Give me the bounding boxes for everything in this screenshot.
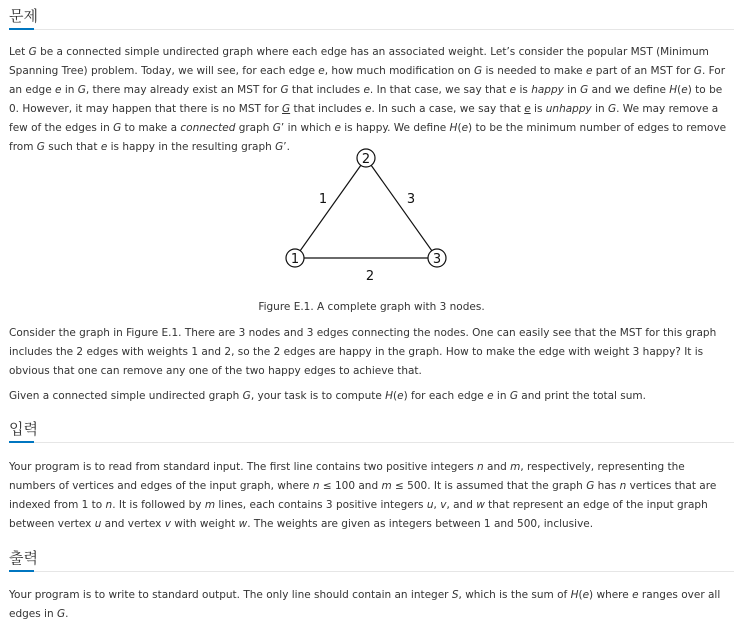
input-title-accent xyxy=(9,441,34,443)
input-paragraph-1: Your program is to read from standard input. The first line contains two positive integers n and m, respectively, representing the numbers of vertices and edges of the input graph, where n ≤ 100 and m ≤ 500. It is assumed that the graph G has n vertices that are indexed from 1 to n. It is followed by m lines, each contains 3 positive integers u, v, and w that represent an edge of the input graph between vertex u and vertex v with weight w. The weights are given as integers between 1 and 500, inclusive. xyxy=(9,461,717,530)
problem-section-title: 문제 xyxy=(9,7,38,25)
graph-edge-weight-1: 1 xyxy=(318,192,328,207)
graph-edge-2-3 xyxy=(366,158,437,258)
graph-edge-weight-2: 2 xyxy=(365,269,375,284)
graph-edge-weight-3: 3 xyxy=(406,192,416,207)
graph-figure xyxy=(280,145,460,284)
problem-title-accent xyxy=(9,28,34,30)
input-title-rule xyxy=(9,442,734,443)
graph-node-1-label: 1 xyxy=(290,252,300,267)
output-title-rule xyxy=(9,571,734,572)
problem-paragraph-1: Let G be a connected simple undirected graph where each edge has an associated weight. Let’s consider the popular MST (Minimum Spanning Tree) problem. Today, we will see, for each edge e, how much modification on G is needed to make e part of an MST for G. For an edge e in G, there may already exist an MST for G that includes e. In that case, we say that e is happy in G and we define H(e) to be 0. However, it may happen that there is no MST for G that includes e. In such a case, we say that e is unhappy in G. We may remove a few of the edges in G to make a connected graph G’ in which e is happy. We define H(e) to be the minimum number of edges to remove from G such that e is happy in the resulting graph G’. xyxy=(9,46,727,153)
problem-paragraph-3: Given a connected simple undirected graph G, your task is to compute H(e) for each edge e in G and print the total sum. xyxy=(9,390,646,402)
problem-paragraph-2: Consider the graph in Figure E.1. There are 3 nodes and 3 edges connecting the nodes. One can easily see that the MST for this graph includes the 2 edges with weights 1 and 2, so the 2 edges are happy in the graph. How to make the edge with weight 3 happy? It is obvious that one can remove any one of the two happy edges to achieve that. xyxy=(9,327,717,377)
output-paragraph-1: Your program is to write to standard output. The only line should contain an integer S, which is the sum of H(e) where e ranges over all edges in G. xyxy=(9,589,721,620)
input-section-title: 입력 xyxy=(9,420,38,438)
graph-edge-1-2 xyxy=(295,158,366,258)
problem-title-rule xyxy=(9,29,734,30)
output-section-title: 출력 xyxy=(9,549,38,567)
graph-node-2-label: 2 xyxy=(361,152,371,167)
figure-caption: Figure E.1. A complete graph with 3 nodes. xyxy=(258,301,485,313)
output-title-accent xyxy=(9,570,34,572)
graph-node-3-label: 3 xyxy=(432,252,442,267)
